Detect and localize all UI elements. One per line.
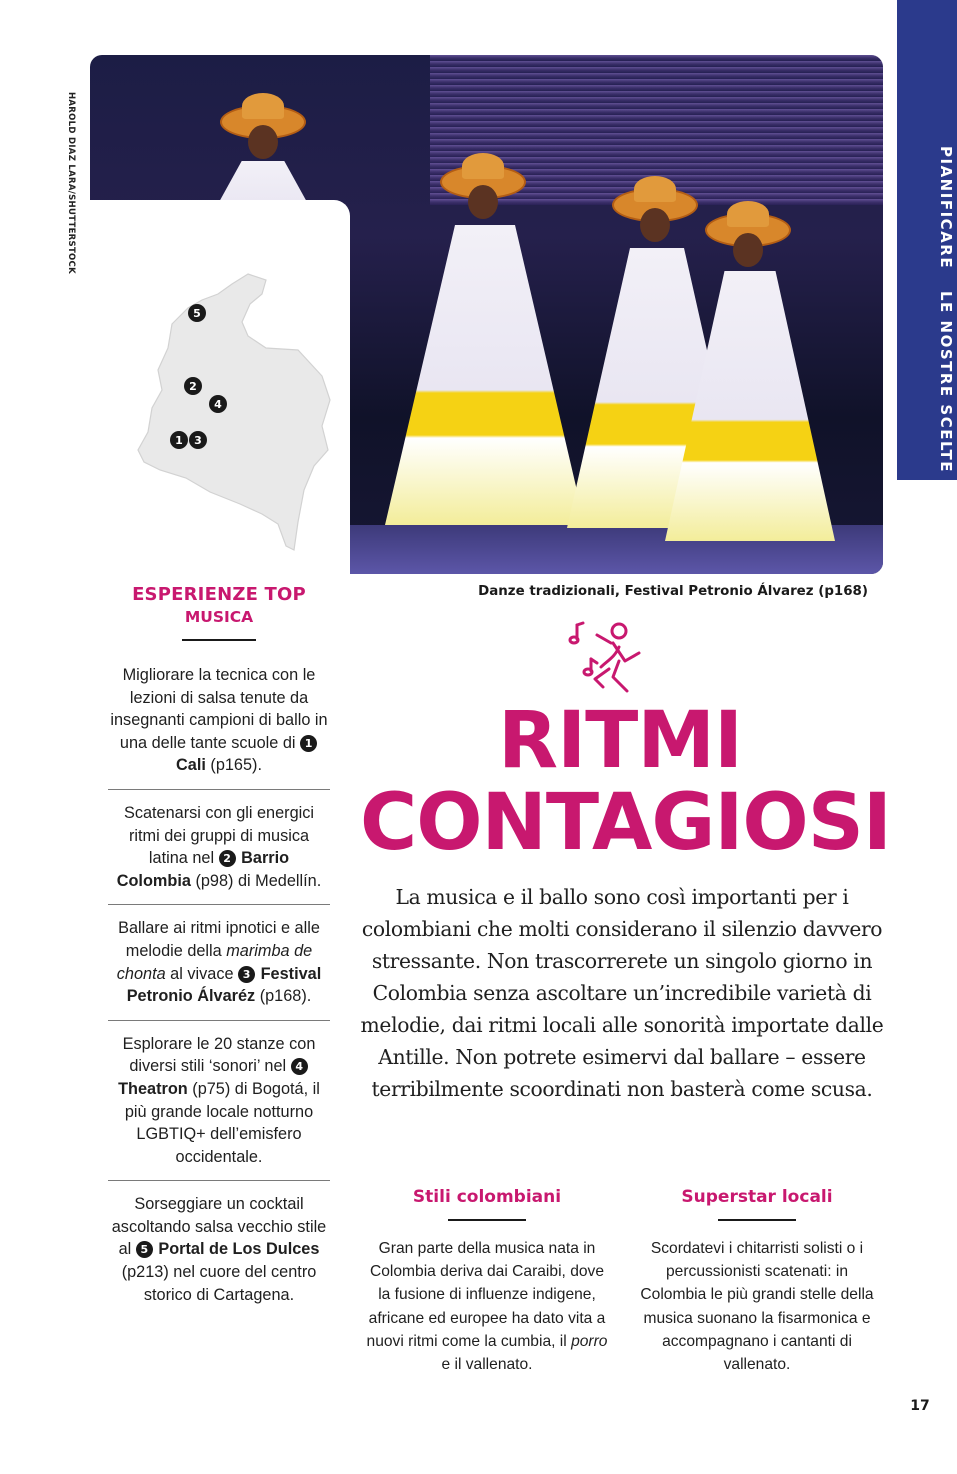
map-shape: [90, 200, 350, 574]
map-marker-label: 1: [175, 434, 183, 447]
number-badge-icon: 1: [300, 735, 317, 752]
sidebar-heading: ESPERIENZE TOP: [132, 584, 306, 605]
divider: [108, 789, 330, 790]
map-marker-label: 5: [193, 307, 201, 320]
section-italic: porro: [571, 1332, 608, 1350]
section-text: e il vallenato.: [441, 1356, 533, 1374]
tip-text: Sorseggiare un cocktail ascoltando salsa vecchio stile al: [111, 1195, 327, 1259]
tip-place: Portal de Los Dulces: [158, 1240, 320, 1259]
tip-text: Migliorare la tecnica con le lezioni di salsa tenute da insegnanti campioni di ballo in una delle tante scuole di: [110, 666, 328, 752]
tip-text: (p168).: [255, 987, 312, 1006]
map-marker-label: 3: [194, 434, 202, 447]
tip-item: [108, 802, 330, 892]
divider: [448, 1219, 526, 1221]
tip-text: (p75) di Bogotá, il più grande locale notturno LGBTIQ+ dell’emisfero occidentale.: [124, 1079, 320, 1166]
tip-place: Festival Petronio Álvaréz: [126, 964, 322, 1006]
top-experiences-sidebar: [108, 584, 330, 1304]
tip-place: Cali: [176, 756, 206, 775]
tip-text: (p213) nel cuore del centro storico di Cartagena.: [121, 1263, 317, 1304]
section-colombian-styles: [362, 1187, 612, 1376]
tip-item: [108, 1033, 330, 1169]
section-text: Gran parte della musica nata in Colombia deriva dai Caraibi, dove la fusione di influenze indigene, africane ed europee ha dato vita a nuovi ritmi come la cumbia, il: [366, 1240, 606, 1350]
tip-text: Esplorare le 20 stanze con diversi stili ‘sonori’ nel: [122, 1034, 316, 1076]
tips-list: [108, 664, 330, 1306]
section-body: [362, 1237, 612, 1376]
section-heading: Superstar locali: [681, 1187, 833, 1207]
tip-item: [108, 917, 330, 1007]
tip-place: Theatron: [118, 1079, 188, 1098]
section-label: PIANIFICARE: [937, 146, 955, 270]
number-badge-icon: 4: [291, 1058, 308, 1075]
sidebar-subheading: MUSICA: [184, 608, 254, 626]
subsection-label: LE NOSTRE SCELTE: [937, 291, 955, 474]
divider: [108, 904, 330, 905]
tip-item: [108, 664, 330, 777]
tip-place: Barrio Colombia: [116, 849, 290, 890]
number-badge-icon: 5: [136, 1241, 153, 1258]
number-badge-icon: 2: [219, 850, 236, 867]
divider: [108, 1180, 330, 1181]
intro-paragraph: La musica e il ballo sono così importanti per i colombiani che molti considerano il silenzio davvero stressante. Non trascorrerete un singolo giorno in Colombia senza ascoltare un’incredibile varietà di melodie, dai ritmi locali alle sonorità importate dalle Antille. Non potrete esimervi dal ballare – essere terribilmente scoordinati non basterà come scusa.: [360, 885, 884, 1101]
tip-italic: marimba de chonta: [116, 941, 313, 983]
map-marker-label: 2: [189, 380, 197, 393]
tip-text: (p98) di Medellín.: [190, 871, 322, 890]
tip-text: Ballare ai ritmi ipnotici e alle melodie della: [118, 919, 320, 960]
tip-text: (p165).: [205, 756, 262, 775]
divider: [718, 1219, 796, 1221]
photo-caption: Danze tradizionali, Festival Petronio Álvarez (p168): [478, 584, 868, 599]
map-marker-label: 4: [214, 398, 222, 411]
section-body: Scordatevi i chitarristi solisti o i percussionisti scatenati: in Colombia le più grandi stelle della musica suonano la fisarmonica e accompagnano i cantanti di vallenato.: [640, 1240, 874, 1374]
divider: [182, 639, 256, 641]
section-tab-text: [909, 0, 955, 480]
tip-text: Scatenarsi con gli energici ritmi dei gruppi di musica latina nel: [123, 803, 315, 868]
title-line: RITMI: [498, 696, 742, 786]
colombia-map: [90, 200, 350, 574]
title-line: CONTAGIOSI: [360, 778, 891, 868]
section-heading: Stili colombiani: [412, 1187, 562, 1207]
tip-text: al vivace: [165, 964, 239, 983]
dancing-person-icon: [567, 617, 653, 697]
section-tab: [897, 0, 957, 480]
tip-item: [108, 1193, 330, 1306]
divider: [108, 1020, 330, 1021]
page-number: 17: [910, 1398, 930, 1414]
section-local-superstars: [632, 1187, 882, 1376]
photo-credit: HAROLD DIAZ LARA/SHUTTERSTOCK: [66, 92, 76, 274]
number-badge-icon: 3: [238, 966, 255, 983]
page-title: [360, 696, 891, 868]
